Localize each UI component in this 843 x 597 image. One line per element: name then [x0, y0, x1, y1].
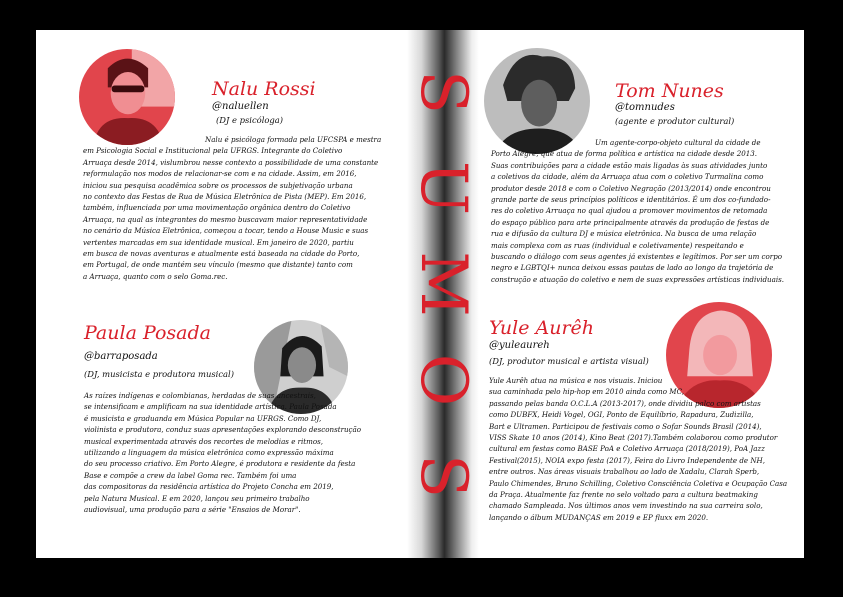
bio-line: Nalu é psicóloga formada pela UFCSPA e mestra — [205, 135, 382, 144]
bio-line: audiovisual, uma produção para a série "Ensaios de Morar". — [84, 505, 301, 515]
bio-line: da Praça. Atualmente faz frente no selo voltado para a cultura beatmaking — [489, 490, 758, 500]
bio-line: Yule Aurêh atua na música e nos visuais. Iniciou — [489, 376, 663, 385]
bio-line: em busca de novas aventuras e atualmente está baseada na cidade do Porto, — [83, 249, 360, 259]
tom-handle: @tomnudes — [615, 102, 675, 113]
paula-handle: @barraposada — [84, 351, 158, 362]
yule-name: Yule Aurêh — [489, 317, 595, 339]
nalu-role: (DJ e psicóloga) — [216, 115, 284, 125]
vertical-title — [397, 44, 489, 544]
bio-line: chamado Sampleada. Nos últimos anos vem investindo na sua carreira solo, — [489, 501, 763, 511]
bio-line: no contexto das Festas de Rua de Música Eletrônica de Pista (MEP). Em 2016, — [83, 192, 367, 202]
bio-line: do espaço público para arte principalmente através da produção de festas de — [491, 217, 770, 227]
bio-line: como DUBFX, Heidi Vogel, OGI, Ponto de Equilíbrio, Rapadura, Zudizilla, — [489, 410, 754, 420]
bio-line: sua caminhada pelo hip-hop em 2010 ainda como MC, — [489, 387, 684, 397]
bio-line: Bart e Ultramen. Participou de festivais como o Sofar Sounds Brasil (2014), — [489, 421, 762, 431]
title-letter: S — [406, 454, 480, 498]
bio-line: é musicista e graduanda em Música Popular na UFRGS. Como DJ, — [84, 413, 322, 423]
bio-line: Arruaça desde 2014, vislumbrou nesse contexto a possibilidade de uma constante — [83, 157, 379, 167]
bio-line: negro e LGBTQI+ nunca deixou essas pautas de lado ao longo da trajetória de — [491, 263, 774, 273]
bio-line: Festival(2015), NOIA expo festa (2017), Feira do Livro Independente de NH, — [489, 455, 765, 465]
nalu-handle: @naluellen — [212, 101, 269, 112]
bio-line: também, influenciada por uma movimentação orgânica dentro do Coletivo — [83, 203, 351, 213]
title-letter: U — [406, 161, 480, 215]
bio-line: reformulação nos modos de relacionar-se com e na cidade. Assim, em 2016, — [83, 169, 357, 179]
bio-line: res do coletivo Arruaça no qual ajudou a promover movimentos de retomada — [491, 206, 768, 216]
nalu-name: Nalu Rossi — [212, 78, 316, 100]
bio-line: Paulo Chimendes, Bruno Schilling, Coletivo Consciência Coletiva e Ocupação Casa — [489, 478, 788, 488]
bio-line: Base e compõe a crew da label Goma rec. Também foi uma — [84, 470, 297, 480]
bio-line: produtor desde 2018 e com o Coletivo Negração (2013/2014) onde encontrou — [491, 183, 771, 193]
bio-line: entre outros. Nas áreas visuais trabalhou ao lado de Xadalu, Clarah Sperb, — [489, 467, 760, 477]
yule-role: (DJ, produtor musical e artista visual) — [489, 356, 649, 366]
bio-line: em Portugal, de onde mantém seu vínculo (mesmo que distante) tanto com — [83, 260, 353, 270]
bio-line: grande parte de seus princípios políticos e identitários. É um dos co-fundado- — [491, 195, 771, 205]
bio-line: vertentes marcadas em sua identidade musical. Em janeiro de 2020, partiu — [83, 237, 354, 247]
bio-line: do seu processo criativo. Em Porto Alegre, é produtora e residente da festa — [84, 459, 356, 469]
paula-bio — [84, 390, 361, 515]
bio-line: a coletivos da cidade, além da Arruaça atua com o coletivo Turmalina como — [491, 172, 764, 182]
bio-line: violinista e produtora, conduz suas apresentações explorando desconstrução — [84, 425, 361, 435]
tom-role: (agente e produtor cultural) — [615, 116, 735, 126]
title-letter: O — [406, 353, 480, 407]
nalu-photo — [79, 49, 175, 145]
bio-line: a Arruaça, quanto com o selo Goma.rec. — [83, 271, 228, 281]
bio-line: Um agente-corpo-objeto cultural da cidade de — [595, 138, 761, 147]
paula-name: Paula Posada — [84, 322, 211, 344]
bio-line: passando pelas banda O.C.L.A (2013-2017), onde dividiu palco com artistas — [489, 398, 761, 408]
bio-line: rua e difusão da cultura DJ e música eletrônica. Na busca de uma relação — [491, 229, 757, 239]
nalu-bio — [83, 134, 381, 282]
bio-line: das compositoras da residência artística do Projeto Concha em 2019, — [84, 482, 334, 492]
paula-role: (DJ, musicista e produtora musical) — [84, 369, 234, 379]
bio-line: cultural em festas como BASE PoA e Coletivo Arruaça (2018/2019), PoA Jazz — [489, 444, 765, 454]
bio-line: lançando o álbum MUDANÇAS em 2019 e EP fluxx em 2020. — [489, 512, 709, 522]
bio-line: Suas contribuições para a cidade estão mais ligadas às suas atividades junto — [491, 160, 768, 170]
bio-line: em Psicologia Social e Institucional pela UFRGS. Integrante do Coletivo — [83, 146, 343, 156]
yule-handle: @yuleaureh — [489, 340, 550, 351]
magazine-spread — [36, 30, 804, 558]
bio-line: VISS Skate 10 anos (2014), Kino Beat (2017).Também colaborou como produtor — [489, 433, 778, 443]
bio-line: musical experimentada através dos recortes de melodias e ritmos, — [84, 436, 324, 446]
bio-line: utilizando a linguagem da música eletrônica como expressão máxima — [84, 448, 334, 458]
bio-line: pela Natura Musical. E em 2020, lançou seu primeiro trabalho — [84, 493, 310, 503]
bio-line: iniciou sua pesquisa acadêmica sobre os processos de subjetivação urbana — [83, 180, 353, 190]
title-letter: M — [406, 251, 480, 317]
bio-line: Arruaça, na qual as integrantes do mesmo buscavam maior representatividade — [83, 214, 368, 224]
bio-line: buscando o diálogo com seus agentes já existentes e legítimos. Por ser um corpo — [491, 252, 782, 262]
bio-line: se intensificam e amplificam na sua identidade artística. Paula Posada — [84, 402, 337, 412]
bio-line: no cenário da Música Eletrônica, começou a tocar, tendo a House Music e suas — [83, 226, 369, 236]
bio-line: mais complexa com as ruas (individual e coletivamente) respeitando e — [491, 240, 744, 250]
bio-line: construção e atuação do coletivo e nem de suas expressões artísticas individuais. — [491, 274, 785, 284]
title-letter: S — [406, 70, 480, 114]
tom-name: Tom Nunes — [615, 80, 724, 102]
bio-line: Porto Alegre, que atua de forma política e artística na cidade desde 2013. — [491, 149, 758, 159]
yule-bio — [489, 375, 787, 523]
tom-bio — [491, 137, 784, 285]
bio-line: As raízes indígenas e colombianas, herdadas de suas ancestrais, — [84, 391, 316, 400]
